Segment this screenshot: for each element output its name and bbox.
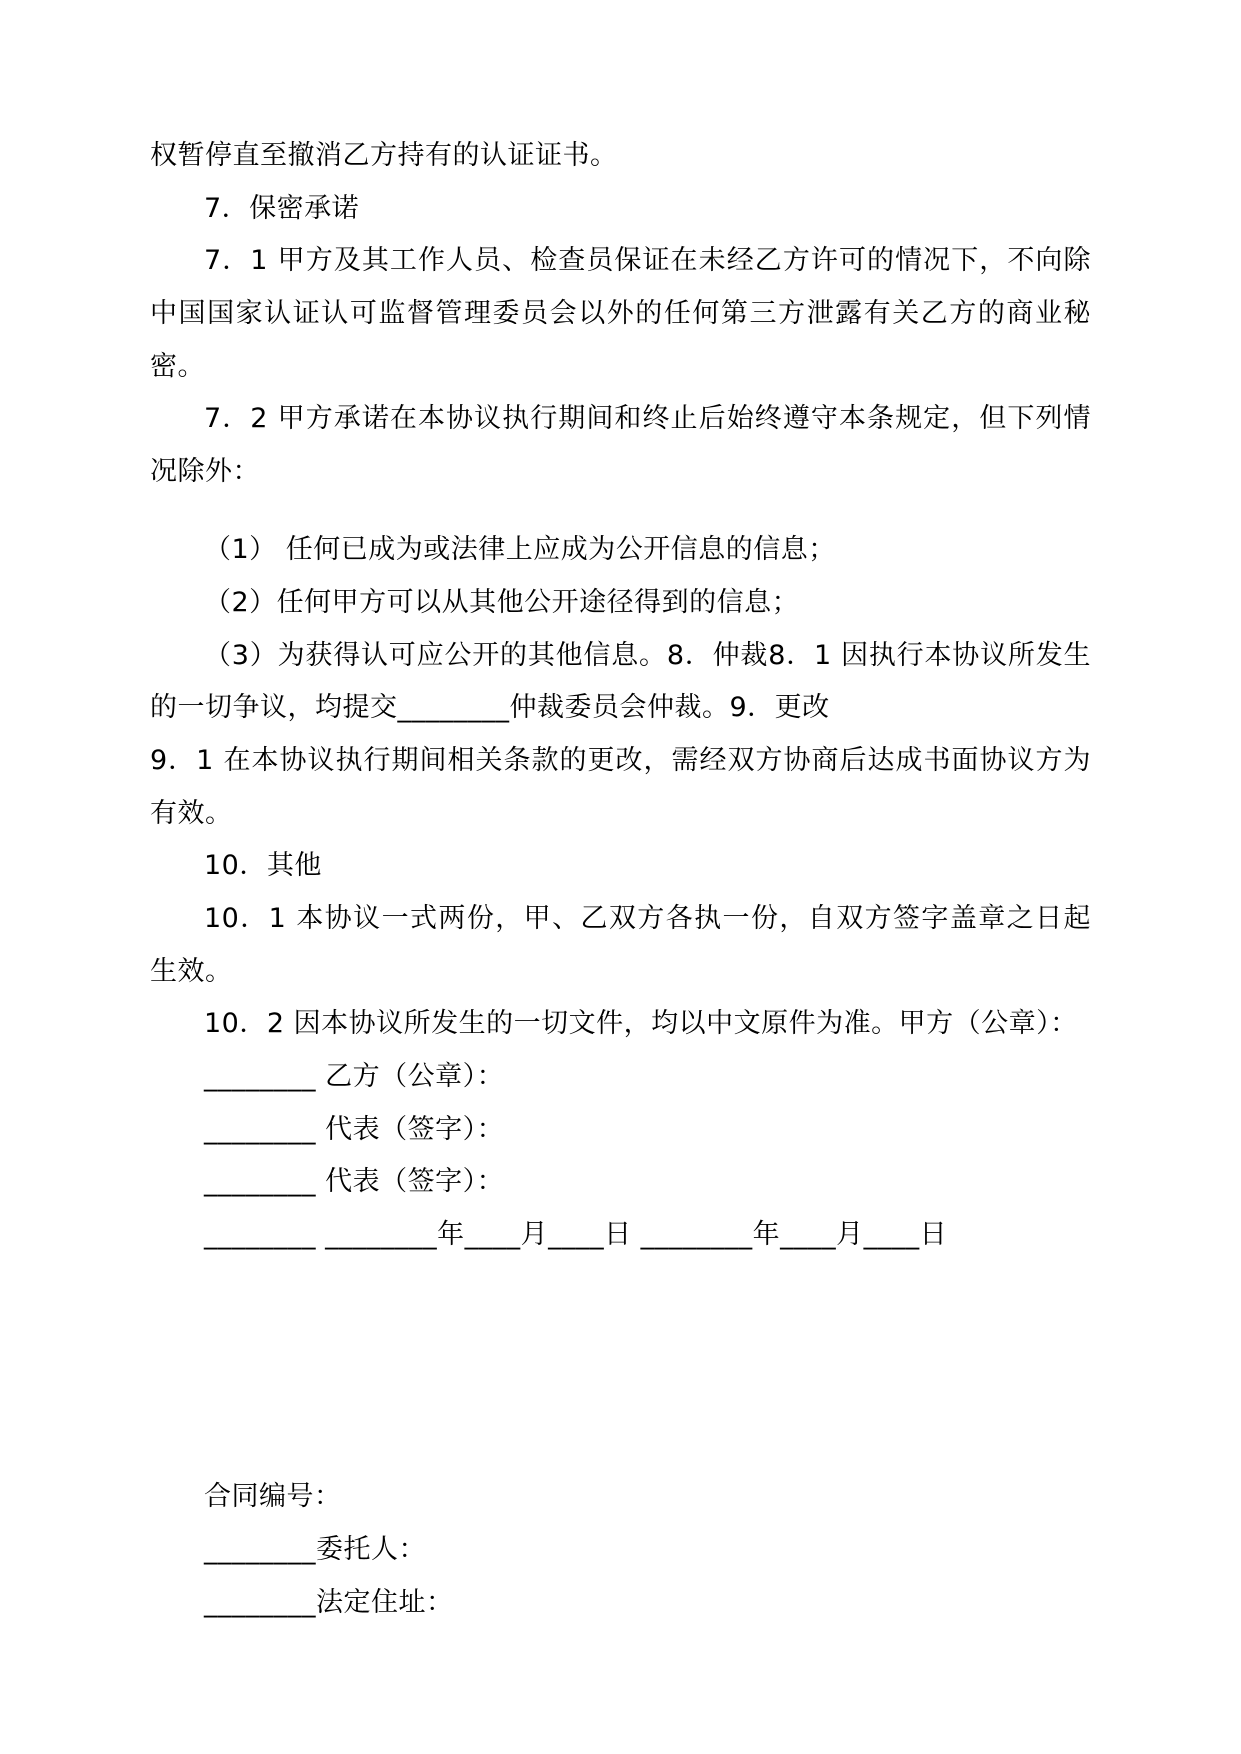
paragraph: 9．1 在本协议执行期间相关条款的更改，需经双方协商后达成书面协议方为有效。 xyxy=(150,745,1091,829)
paragraph: 权暂停直至撤消乙方持有的认证证书。 xyxy=(150,140,618,171)
list-item: （1） 任何已成为或法律上应成为公开信息的信息； xyxy=(204,534,836,566)
paragraph-spacer xyxy=(150,498,1091,524)
signature-line: ________ 代表（签字）： xyxy=(204,1113,505,1145)
paragraph: 10．其他 xyxy=(204,850,322,882)
paragraph: 7．1 甲方及其工作人员、检查员保证在未经乙方许可的情况下，不向除中国国家认证认可监督管理委员会以外的任何第三方泄露有关乙方的商业秘密。 xyxy=(150,245,1091,382)
document-body xyxy=(150,130,1091,1629)
paragraph: 7．2 甲方承诺在本协议执行期间和终止后始终遵守本条规定，但下列情况除外： xyxy=(150,403,1091,487)
contract-footer xyxy=(150,1471,1091,1629)
signature-date-line: ________ ________年____月____日 ________年____月____日 xyxy=(204,1218,948,1250)
signature-line: ________ 代表（签字）： xyxy=(204,1166,505,1198)
paragraph: 10．2 因本协议所发生的一切文件，均以中文原件为准。甲方（公章）： xyxy=(204,1008,1078,1040)
paragraph: 7．保密承诺 xyxy=(204,192,360,224)
paragraph: 10．1 本协议一式两份，甲、乙双方各执一份，自双方签字盖章之日起生效。 xyxy=(150,902,1091,987)
signature-line: ________ 乙方（公章）： xyxy=(204,1060,505,1092)
list-item: （2）任何甲方可以从其他公开途径得到的信息； xyxy=(204,587,800,619)
contract-number-label: 合同编号： xyxy=(204,1481,342,1513)
list-item: （3）为获得认可应公开的其他信息。8．仲裁8．1 因执行本协议所发生的一切争议，均提交________仲裁委员会仲裁。9．更改 xyxy=(150,639,1091,724)
client-field: ________委托人： xyxy=(204,1534,426,1566)
legal-address-field: ________法定住址： xyxy=(204,1586,454,1618)
section-spacer xyxy=(150,1261,1091,1471)
